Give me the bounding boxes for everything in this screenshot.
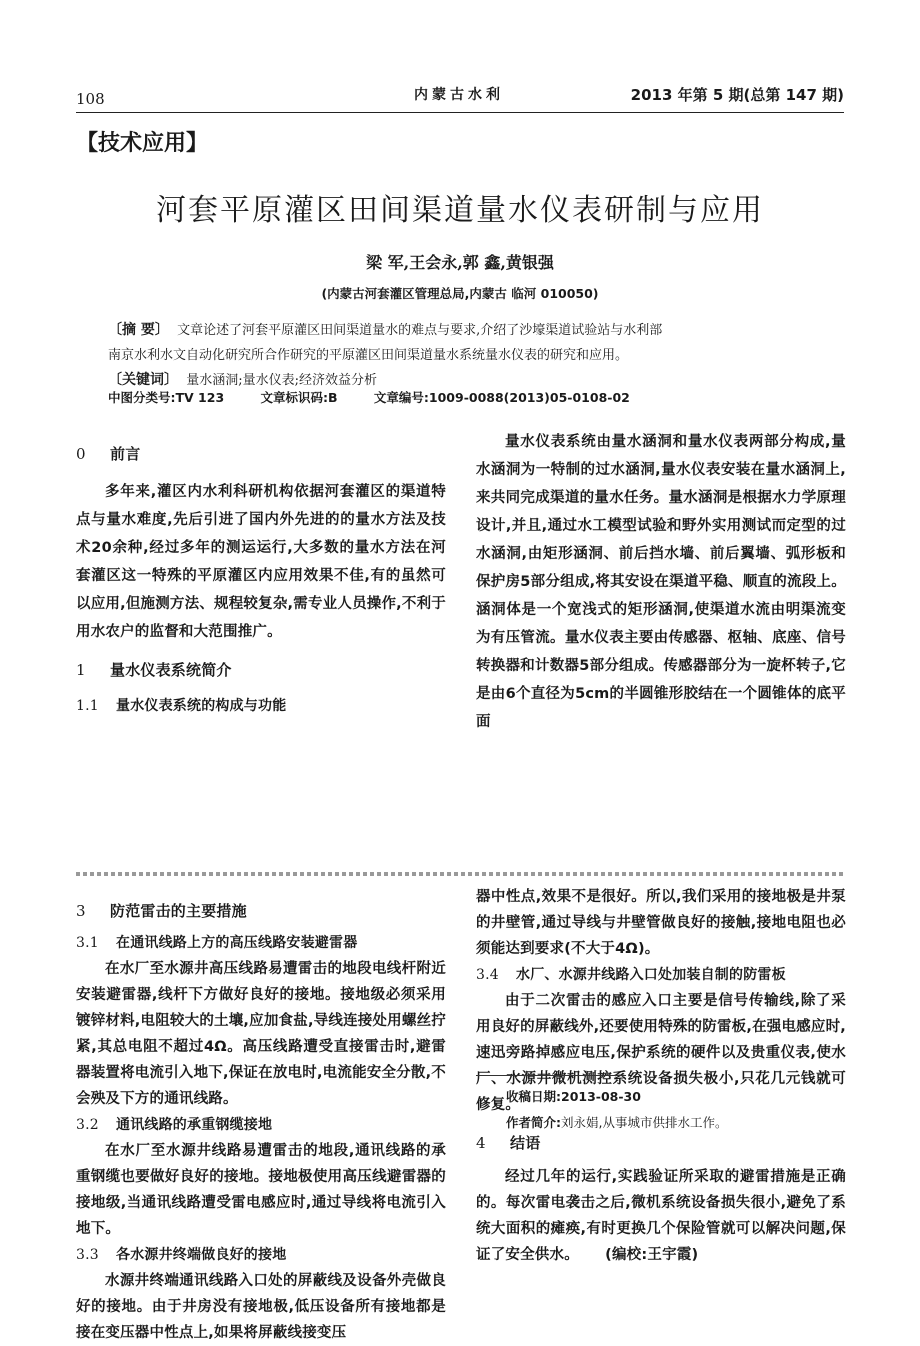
journal-name: 内蒙古水利 [414, 87, 504, 103]
classification-line [108, 388, 662, 406]
section-0-number: 0 [76, 445, 86, 463]
section-1-1-number: 1.1 [76, 698, 99, 714]
section-3-3-title: 各水源井终端做良好的接地 [116, 1247, 287, 1263]
section-3-3-heading [76, 1242, 446, 1268]
document-code: 文章标识码:B [260, 390, 338, 405]
section-3-3-number: 3.3 [76, 1247, 99, 1263]
section-0-heading [76, 440, 446, 468]
issue-info: 2013 年第 5 期(总第 147 期) [630, 86, 844, 104]
header-rule [76, 112, 844, 113]
footnote-rule [476, 1075, 626, 1076]
authors: 梁 军,王会永,郭 鑫,黄银强 [366, 253, 554, 272]
section-1-title: 量水仪表系统简介 [110, 661, 232, 679]
right-column-top [476, 428, 846, 736]
section-3-heading [76, 898, 446, 924]
abstract-line-1: 文章论述了河套平原灌区田间渠道量水的难点与要求,介绍了沙壕渠道试验站与水利部 [177, 323, 663, 338]
section-0-title: 前言 [110, 445, 141, 463]
left-column-top [76, 440, 446, 720]
section-3-2-title: 通讯线路的承重钢缆接地 [116, 1117, 273, 1133]
page-break-divider [76, 872, 844, 876]
section-3-1-title: 在通讯线路上方的高压线路安装避雷器 [116, 935, 358, 951]
received-date [506, 1084, 846, 1110]
keywords-label: 〔关键词〕 [108, 372, 178, 388]
right-column-bottom [476, 884, 846, 1268]
section-1-1-title: 量水仪表系统的构成与功能 [116, 698, 287, 714]
keywords: 量水涵洞;量水仪表;经济效益分析 [186, 373, 378, 388]
section-3-1-heading [76, 930, 446, 956]
section-3-4-title: 水厂、水源井线路入口处加装自制的防雷板 [516, 967, 786, 983]
conclusion-paragraph [476, 1164, 846, 1268]
page-number: 108 [76, 90, 105, 108]
article-number: 文章编号:1009-0088(2013)05-0108-02 [373, 390, 630, 405]
article-title: 河套平原灌区田间渠道量水仪表研制与应用 [156, 193, 764, 228]
footnotes [506, 1084, 846, 1136]
conclusion-text: 经过几年的运行,实践验证所采取的避雷措施是正确的。每次雷电袭击之后,微机系统设备损失很小,避免了系统大面积的瘫痪,有时更换几个保险管就可以解决问题,保证了安全供水。 [476, 1169, 846, 1263]
section-4-number: 4 [476, 1134, 486, 1152]
left-column-bottom [76, 898, 446, 1346]
abstract-line-2: 南京水利水文自动化研究所合作研究的平原灌区田间渠道量水系统量水仪表的研究和应用。 [108, 348, 629, 363]
section-tag: 【技术应用】 [76, 131, 209, 156]
section-3-2-paragraph: 在水厂至水源井线路易遭雷击的地段,通讯线路的承重钢缆也要做好良好的接地。接地极使用高压线避雷器的接地级,当通讯线路遭受雷电感应时,通过导线将电流引入地下。 [76, 1143, 446, 1237]
section-3-4-heading [476, 962, 846, 988]
system-description-paragraph: 量水仪表系统由量水涵洞和量水仪表两部分构成,量水涵洞为一特制的过水涵洞,量水仪表安装在量水涵洞上,来共同完成渠道的量水任务。量水涵洞是根据水力学原理设计,并且,通过水工模型试验和野外实用测试而定型的过水涵洞,由矩形涵洞、前后挡水墙、前后翼墙、弧形板和保护房5部分组成,将其安设在渠道平稳、顺直的流段上。涵洞体是一个宽浅式的矩形涵洞,使渠道水流由明渠流变为有压管流。量水仪表主要由传感器、枢轴、底座、信号转换器和计数器5部分组成。传感器部分为一旋杯转子,它是由6个直径为5cm的半圆锥形胶结在一个圆锥体的底平面 [476, 434, 846, 730]
intro-paragraph: 多年来,灌区内水利科研机构依据河套灌区的渠道特点与量水难度,先后引进了国内外先进的的量水方法及技术20余种,经过多年的测运运行,大多数的量水方法在河套灌区这一特殊的平原灌区内应用效果不佳,有的虽然可以应用,但施测方法、规程较复杂,需专业人员操作,不利于用水农户的监督和大范围推广。 [76, 484, 446, 640]
section-3-1-paragraph: 在水厂至水源井高压线路易遭雷击的地段电线杆附近安装避雷器,线杆下方做好良好的接地。接地级必须采用镀锌材料,电阻较大的土壤,应加食盐,导线连接处用螺丝拧紧,其总电阻不超过4Ω。高压线路遭受直接雷击时,避雷器装置将电流引入地下,保证在放电时,电流能安全分散,不会殃及下方的通讯线路。 [76, 961, 446, 1107]
section-3-4-paragraph: 由于二次雷击的感应入口主要是信号传输线,除了采用良好的屏蔽线外,还要使用特殊的防雷板,在强电感应时,速迅旁路掉感应电压,保护系统的硬件以及贵重仪表,使水厂、水源井微机测控系统设备损失极小,只花几元钱就可修复。 [476, 993, 846, 1113]
author-bio-label: 作者简介: [506, 1115, 561, 1130]
section-3-4-number: 3.4 [476, 967, 499, 983]
affiliation: (内蒙古河套灌区管理总局,内蒙古 临河 010050) [321, 286, 599, 301]
author-bio [506, 1110, 846, 1136]
section-3-3-paragraph: 水源井终端通讯线路入口处的屏蔽线及设备外壳做良好的接地。由于井房没有接地极,低压设备所有接地都是接在变压器中性点上,如果将屏蔽线接变压 [76, 1273, 446, 1341]
continued-paragraph: 器中性点,效果不是很好。所以,我们采用的接地极是井泵的井壁管,通过导线与井壁管做良好的接触,接地电阻也必须能达到要求(不大于4Ω)。 [476, 889, 846, 957]
editor-note: (编校:王宇霞) [605, 1247, 699, 1263]
section-3-1-number: 3.1 [76, 935, 99, 951]
section-1-heading [76, 656, 446, 684]
abstract-block [108, 318, 838, 393]
author-bio-text: 刘永娟,从事城市供排水工作。 [561, 1115, 728, 1130]
received-date-text: 收稿日期:2013-08-30 [506, 1089, 641, 1104]
section-1-1-heading [76, 692, 446, 720]
section-3-number: 3 [76, 902, 86, 920]
abstract-label: 〔摘 要〕 [108, 322, 169, 338]
section-3-title: 防范雷击的主要措施 [110, 902, 247, 920]
section-1-number: 1 [76, 661, 86, 679]
section-4-title: 结语 [510, 1134, 541, 1152]
section-3-2-number: 3.2 [76, 1117, 99, 1133]
clc-number: 中图分类号:TV 123 [108, 390, 225, 405]
section-3-2-heading [76, 1112, 446, 1138]
